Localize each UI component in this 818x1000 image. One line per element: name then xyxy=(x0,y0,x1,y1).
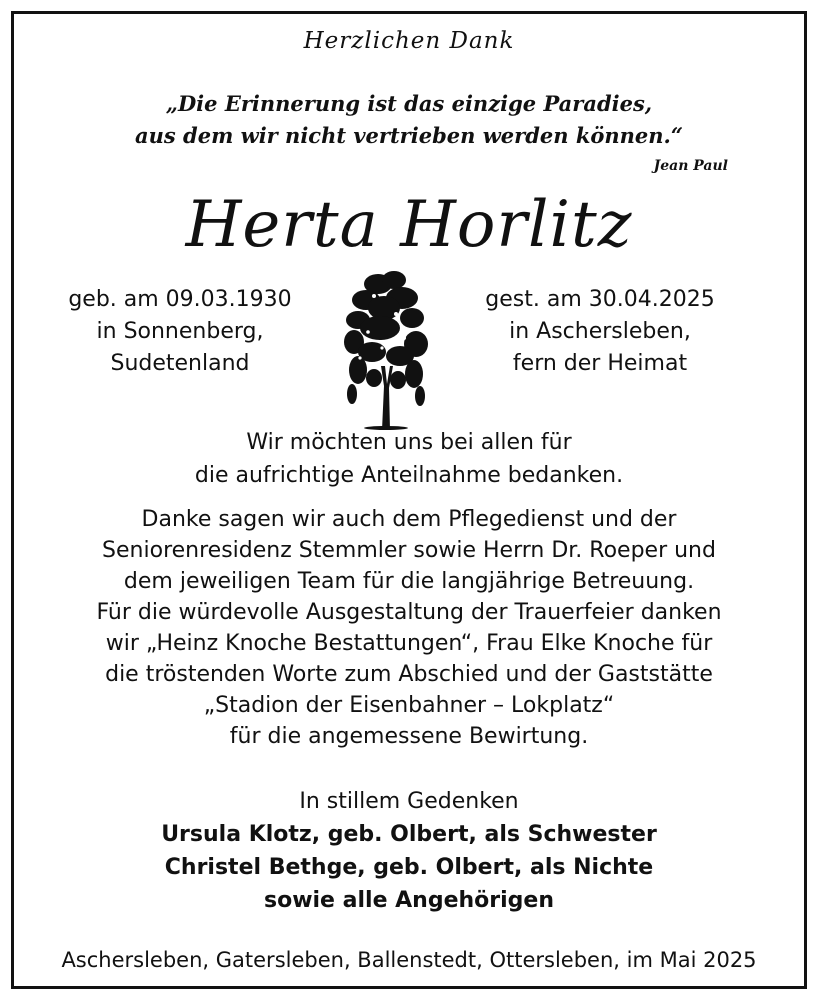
thanks-body-line-7: „Stadion der Eisenbahner – Lokplatz“ xyxy=(203,693,615,718)
quote-author: Jean Paul xyxy=(653,158,728,174)
birth-region: Sudetenland xyxy=(110,351,250,376)
birth-info xyxy=(40,284,320,380)
thanks-body-line-5: wir „Heinz Knoche Bestattungen“, Frau Elke Knoche für xyxy=(105,631,713,656)
thanks-body-line-3: dem jeweiligen Team für die langjährige Betreuung. xyxy=(123,569,695,594)
thanks-intro-line-2: die aufrichtige Anteilnahme bedanken. xyxy=(194,463,624,488)
notice-heading: Herzlichen Dank xyxy=(303,28,515,54)
thanks-body-line-6: die tröstenden Worte zum Abschied und der Gaststätte xyxy=(105,662,713,687)
thanks-body-line-2: Seniorenresidenz Stemmler sowie Herrn Dr. Roeper und xyxy=(102,538,716,563)
death-info xyxy=(455,284,745,380)
thanks-body-line-4: Für die würdevolle Ausgestaltung der Trauerfeier danken xyxy=(96,600,722,625)
death-note: fern der Heimat xyxy=(512,351,688,376)
birth-date: geb. am 09.03.1930 xyxy=(68,287,292,312)
tree-icon xyxy=(338,266,434,430)
birth-place: in Sonnenberg, xyxy=(96,319,264,344)
thanks-intro-line-1: Wir möchten uns bei allen für xyxy=(246,430,572,455)
signature-line-1: Ursula Klotz, geb. Olbert, als Schwester xyxy=(161,822,657,847)
thanks-body-line-1: Danke sagen wir auch dem Pflegedienst und der xyxy=(141,507,677,532)
signature-line-2: Christel Bethge, geb. Olbert, als Nichte xyxy=(164,855,654,880)
memorial-line: In stillem Gedenken xyxy=(299,789,519,814)
death-date: gest. am 30.04.2025 xyxy=(485,287,715,312)
deceased-name: Herta Horlitz xyxy=(185,188,633,262)
quote-line-1: „Die Erinnerung ist das einzige Paradies, xyxy=(165,91,653,116)
footer-places-date: Aschersleben, Gatersleben, Ballenstedt, Ottersleben, im Mai 2025 xyxy=(61,948,757,972)
thanks-body-line-8: für die angemessene Bewirtung. xyxy=(229,724,589,749)
signature-line-3: sowie alle Angehörigen xyxy=(263,888,555,913)
quote-line-2: aus dem wir nicht vertrieben werden können.“ xyxy=(135,123,683,148)
death-place: in Aschersleben, xyxy=(509,319,691,344)
